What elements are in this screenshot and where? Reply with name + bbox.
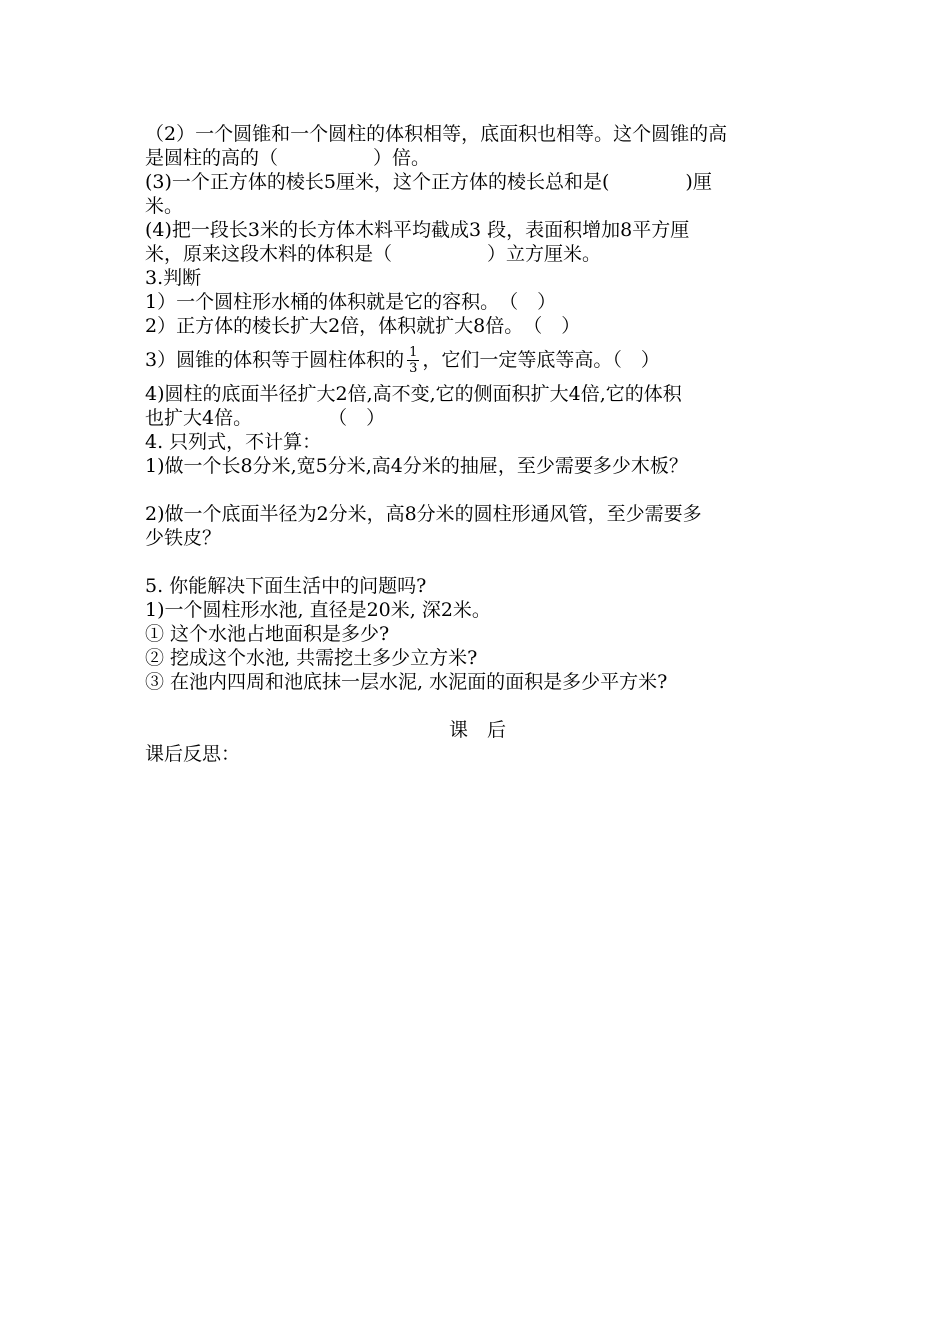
- judge-section: [145, 266, 810, 430]
- fill-question-4: [145, 218, 810, 266]
- judge-item-3-after: ，它们一定等底等高。（ ）: [422, 349, 660, 371]
- answer-space: [145, 478, 810, 502]
- fill-q4-line1: (4)把一段长3米的长方体木料平均截成3 段，表面积增加8平方厘: [145, 219, 690, 241]
- fill-q2-line2: 是圆柱的高的（ ）倍。: [145, 147, 431, 169]
- life-section-title: 5. 你能解决下面生活中的问题吗?: [145, 575, 427, 597]
- judge-item-3-before: 3）圆锥的体积等于圆柱体积的: [145, 349, 405, 371]
- fraction-denominator: 3: [409, 360, 418, 376]
- life-sub-question-3: ③ 在池内四周和池底抹一层水泥, 水泥面的面积是多少平方米?: [145, 671, 668, 693]
- life-problem-section: [145, 574, 810, 694]
- judge-section-title: 3.判断: [145, 267, 202, 289]
- life-sub-question-2: ② 挖成这个水池, 共需挖土多少立方米?: [145, 647, 478, 669]
- fill-q3-line2: 米。: [145, 195, 184, 217]
- after-class-section: [145, 718, 810, 766]
- formula-item-2-line1: 2)做一个底面半径为2分米，高8分米的圆柱形通风管，至少需要多: [145, 503, 702, 525]
- reflection-label: 课后反思：: [145, 743, 241, 765]
- after-class-heading: 课 后: [448, 719, 506, 741]
- fill-question-2: [145, 122, 810, 170]
- formula-section-title: 4. 只列式，不计算：: [145, 431, 322, 453]
- answer-space: [145, 550, 810, 574]
- judge-item-4-line1: 4)圆柱的底面半径扩大2倍,高不变,它的侧面积扩大4倍,它的体积: [145, 383, 682, 405]
- judge-item-4-line2: 也扩大4倍。 （ ）: [145, 407, 386, 429]
- section-spacer: [145, 694, 810, 718]
- life-sub-question-1: ① 这个水池占地面积是多少?: [145, 623, 390, 645]
- formula-item-1: 1)做一个长8分米,宽5分米,高4分米的抽屉，至少需要多少木板？: [145, 455, 688, 477]
- fraction-numerator: 1: [409, 344, 418, 360]
- fill-q2-line1: （2）一个圆锥和一个圆柱的体积相等，底面积也相等。这个圆锥的高: [145, 123, 728, 145]
- fill-question-3: [145, 170, 810, 218]
- formula-section: [145, 430, 810, 574]
- formula-item-2-line2: 少铁皮？: [145, 527, 222, 549]
- judge-item-1: 1）一个圆柱形水桶的体积就是它的容积。 （ ）: [145, 291, 557, 313]
- judge-item-3: [145, 338, 810, 382]
- one-third-fraction: [407, 345, 419, 376]
- judge-item-2: 2）正方体的棱长扩大2倍，体积就扩大8倍。 （ ）: [145, 315, 581, 337]
- worksheet-page: [145, 122, 810, 766]
- life-item-1: 1)一个圆柱形水池, 直径是20米, 深2米。: [145, 599, 491, 621]
- fill-q3-line1: (3)一个正方体的棱长5厘米，这个正方体的棱长总和是( )厘: [145, 171, 712, 193]
- fill-q4-line2: 米，原来这段木料的体积是（ ）立方厘米。: [145, 243, 602, 265]
